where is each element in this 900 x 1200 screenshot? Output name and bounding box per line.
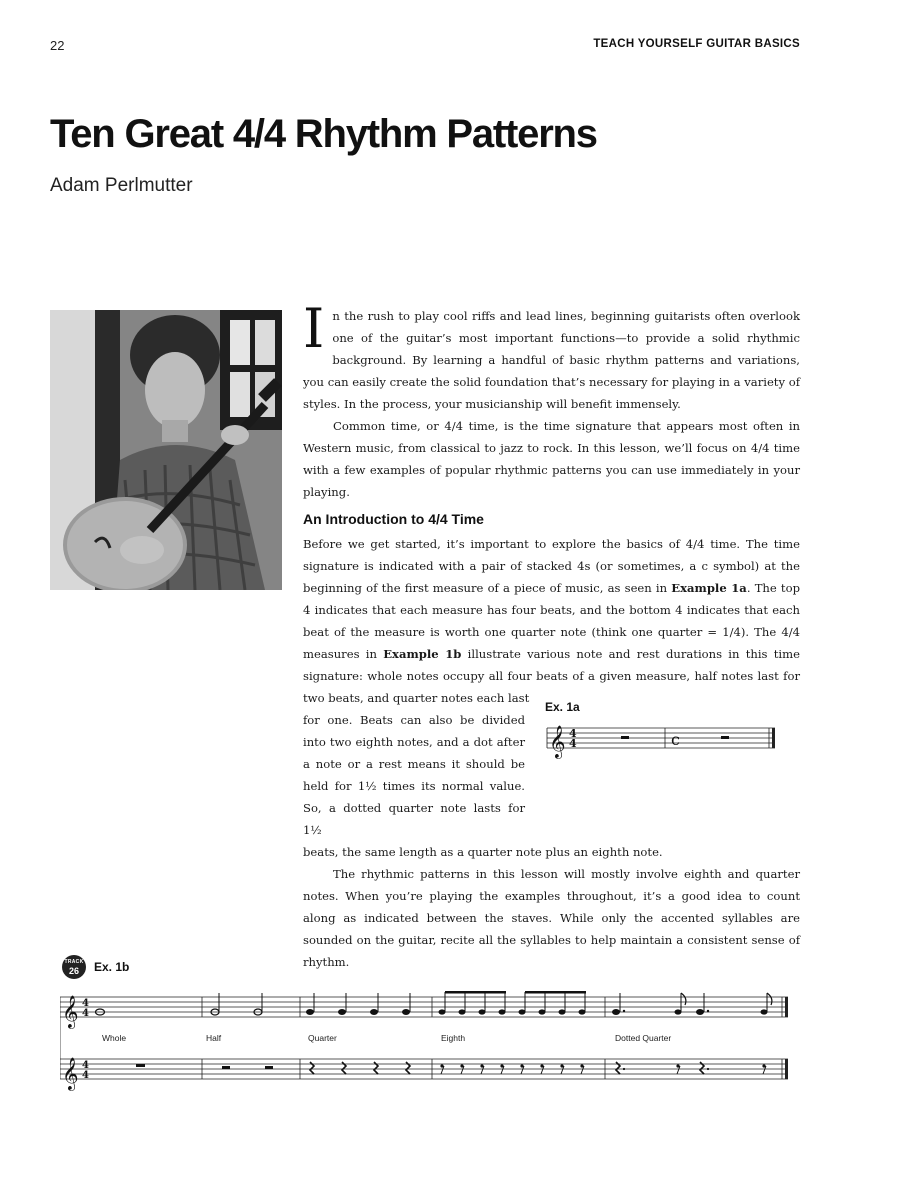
treble-clef-icon: 𝄞 — [62, 1057, 79, 1090]
treble-clef-icon: 𝄞 — [549, 725, 566, 758]
half-rest-icon — [721, 736, 729, 739]
running-head: TEACH YOURSELF GUITAR BASICS — [593, 38, 800, 50]
example-1a-staff — [545, 714, 780, 764]
section-paragraph-2: The rhythmic patterns in this lesson will mostly involve eighth and quarter notes. When you’re playing the examples throughout, it’s a good idea to count along as indicated between the staves. While only the accented syllables are sounded on the guitar, recite all the syllables to help maintain a consistent sense of rhythm. — [303, 867, 800, 969]
treble-clef-icon: 𝄞 — [62, 995, 79, 1028]
article-title: Ten Great 4/4 Rhythm Patterns — [50, 112, 597, 156]
example-1b-label: Ex. 1b — [94, 960, 130, 974]
rests — [136, 1064, 273, 1069]
section-wrap-text: for one. Beats can also be divided into two eighth notes, and a dot after a note or a rest means it should be held for 1½ times its normal value. So, a dotted quarter note lasts for 1½ — [303, 713, 525, 837]
intro-paragraph-2: Common time, or 4/4 time, is the time signature that appears most often in Western music, from classical to jazz to rock. In this lesson, we’ll focus on 4/4 time with a few examples of popular rhythmic patterns you can use immediately in your playing. — [303, 419, 800, 499]
duration-label-whole: Whole — [102, 1033, 127, 1043]
time-sig-top: 4 — [82, 998, 89, 1009]
cd-track-badge — [62, 955, 86, 979]
time-sig-top: 4 — [82, 1060, 89, 1071]
section-p1-b: symbol) at the beginning of the first measure of a piece of music, as seen in — [303, 559, 800, 595]
half-rest-icon — [621, 736, 629, 739]
time-sig-bottom: 4 — [569, 737, 577, 750]
example-1b-staves — [60, 985, 795, 1095]
page-number: 22 — [50, 38, 65, 53]
half-rest-icon — [222, 1066, 230, 1069]
section-p1-c: . The top 4 indicates that each measure has four beats, and the bottom 4 indicates that each beat of the measure is worth one quarter note (think one quarter = 1/4). The 4/4 measures in — [303, 581, 800, 661]
section-p1-a: Before we get started, it’s important to explore the basics of 4/4 time. The time signature is indicated with a pair of stacked 4s (or sometimes, a — [303, 537, 800, 573]
section-heading: An Introduction to 4/4 Time — [303, 511, 484, 527]
example-1a-reference: Example 1a — [671, 581, 747, 595]
intro-text — [303, 297, 800, 503]
half-rest-icon — [265, 1066, 273, 1069]
example-1b — [60, 985, 795, 1095]
common-time-symbol: c — [701, 559, 708, 573]
duration-label-quarter: Quarter — [308, 1033, 337, 1043]
cd-track-label: TRACK — [64, 959, 84, 965]
time-sig-top: 4 — [569, 727, 577, 740]
duration-label-half: Half — [206, 1033, 222, 1043]
duration-label-eighth: Eighth — [441, 1033, 466, 1043]
time-sig-bottom: 4 — [82, 1008, 89, 1019]
intro-paragraph-1 — [303, 297, 800, 415]
time-sig-bottom: 4 — [82, 1070, 89, 1081]
example-1b-reference: Example 1b — [383, 647, 462, 661]
intro-paragraph-1-text: n the rush to play cool riffs and lead lines, beginning guitarists often overlook one of the guitar’s most important functions—to provide a solid rhythmic background. By learning a handful of basic rhythm patterns and variations, you can easily create the solid foundation that’s necessary for playing in a variety of styles. In the process, your musicianship will benefit immensely. — [303, 309, 800, 411]
author-photo — [50, 310, 282, 590]
whole-rest-icon — [136, 1064, 145, 1067]
drop-cap: I — [303, 297, 325, 360]
cd-track-number: 26 — [68, 966, 79, 976]
section-paragraph-1-end: beats, the same length as a quarter note plus an eighth note. — [303, 845, 663, 859]
common-time-icon: c — [671, 730, 680, 749]
section-paragraph-1 — [303, 533, 800, 709]
example-1a — [545, 700, 780, 770]
example-1b-header — [62, 955, 129, 979]
article-author: Adam Perlmutter — [50, 175, 193, 196]
duration-label-dotted-quarter: Dotted Quarter — [615, 1033, 672, 1043]
section-p1-d: illustrate various note and rest durations in this time signature: whole notes occupy all four beats of a given measure, half notes last for two beats, and quarter notes each last — [303, 647, 800, 705]
example-1a-label: Ex. 1a — [545, 700, 580, 714]
